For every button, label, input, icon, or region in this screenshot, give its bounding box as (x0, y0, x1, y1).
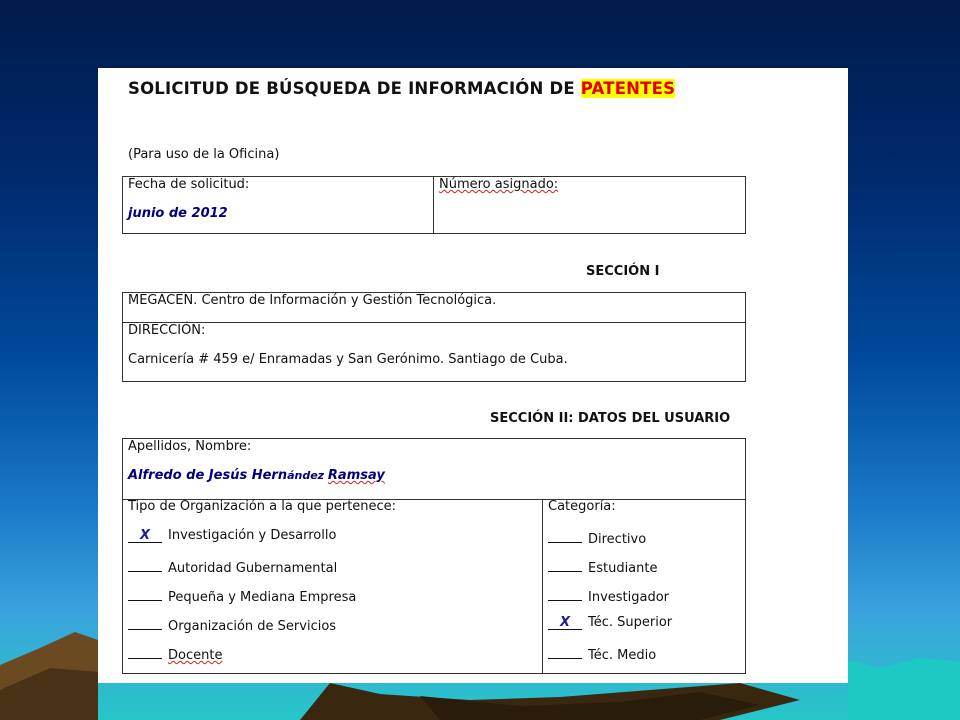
org-option: X Investigación y Desarrollo (128, 528, 336, 543)
fecha-value: junio de 2012 (128, 206, 228, 221)
office-use-note: (Para uso de la Oficina) (128, 147, 280, 162)
categoria-label: Categoría: (548, 499, 616, 514)
org-name: MEGACEN. Centro de Información y Gestión Tecnológica. (128, 293, 497, 308)
direccion-label: DIRECCIÓN: (128, 323, 206, 338)
org-option: Organización de Servicios (128, 615, 336, 634)
numero-label: Número asignado: (439, 177, 559, 192)
form-title: SOLICITUD DE BÚSQUEDA DE INFORMACIÓN DE PATENTES (128, 79, 676, 98)
apellidos-label: Apellidos, Nombre: (128, 439, 252, 454)
fecha-label: Fecha de solicitud: (128, 177, 250, 192)
cat-option: X Téc. Superior (548, 615, 672, 630)
direccion-value: Carnicería # 459 e/ Enramadas y San Gerónimo. Santiago de Cuba. (128, 352, 568, 367)
form-sheet (98, 68, 848, 683)
cat-option: Directivo (548, 528, 646, 547)
org-option: Autoridad Gubernamental (128, 557, 337, 576)
apellidos-value: Alfredo de Jesús Hernández Ramsay (128, 468, 385, 483)
cat-option: Téc. Medio (548, 644, 656, 663)
tipo-org-label: Tipo de Organización a la que pertenece: (128, 499, 397, 514)
seccion1-heading: SECCIÓN I (586, 264, 660, 279)
title-highlight: PATENTES (580, 79, 676, 98)
cat-option: Investigador (548, 586, 669, 605)
seccion2-heading: SECCIÓN II: DATOS DEL USUARIO (490, 411, 731, 426)
cat-option: Estudiante (548, 557, 658, 576)
org-option: Pequeña y Mediana Empresa (128, 586, 356, 605)
org-option: Docente (128, 644, 222, 663)
